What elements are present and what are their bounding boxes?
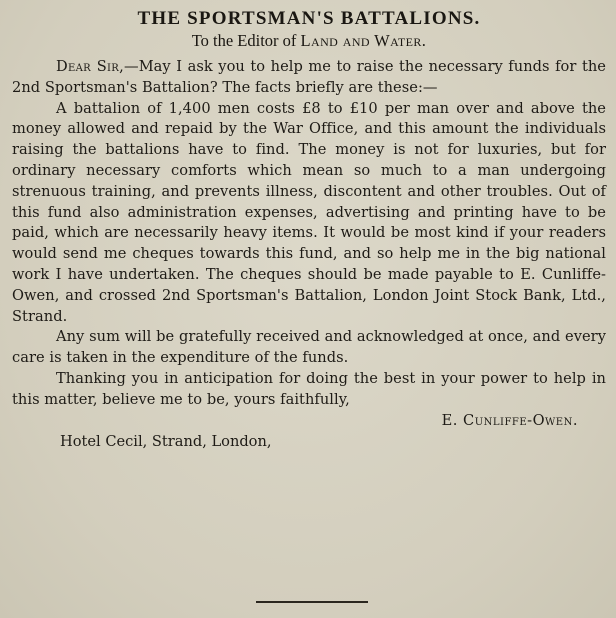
salutation: Dear Sir, (56, 58, 125, 75)
editor-line-prefix: To the Editor of (191, 31, 301, 50)
editor-line (12, 31, 606, 51)
publication-name: Land and Water. (300, 31, 427, 50)
letter-body (12, 57, 606, 411)
paragraph-opening (12, 57, 606, 99)
paragraph-opening-text: —May I ask you to help me to raise the necessary funds for the 2nd Sportsman's Battalion? The facts briefly are these:— (12, 58, 606, 96)
headline: THE SPORTSMAN'S BATTALIONS. (137, 8, 481, 29)
paragraph-acknowledgement: Any sum will be gratefully received and acknowledged at once, and every care is taken in the expenditure of the funds. (12, 328, 606, 367)
address: Hotel Cecil, Strand, London, (60, 433, 272, 451)
paragraph-closing: Thanking you in anticipation for doing the best in your power to help in this matter, believe me to be, yours faithfully, (12, 369, 606, 408)
paragraph-costs: A battalion of 1,400 men costs £8 to £10 per man over and above the money allowed and repaid by the War Office, and this amount the individuals raising the battalions have to find. The money is not for luxuries, but for ordinary necessary comforts which mean so much to a man undergoing strenuous training, and prevents illness, discontent and other troubles. Out of this fund also administration expenses, advertising and printing have to be paid, which are necessarily heavy items. It would be most kind if your readers would send me cheques towards this fund, and so help me in the big national work I have undertaken. The cheques should be made payable to E. Cunliffe-Owen, and crossed 2nd Sportsman's Battalion, London Joint Stock Bank, Ltd., Strand. (12, 99, 606, 325)
signature: E. Cunliffe-Owen. (441, 411, 578, 429)
closing-rule (256, 601, 368, 603)
